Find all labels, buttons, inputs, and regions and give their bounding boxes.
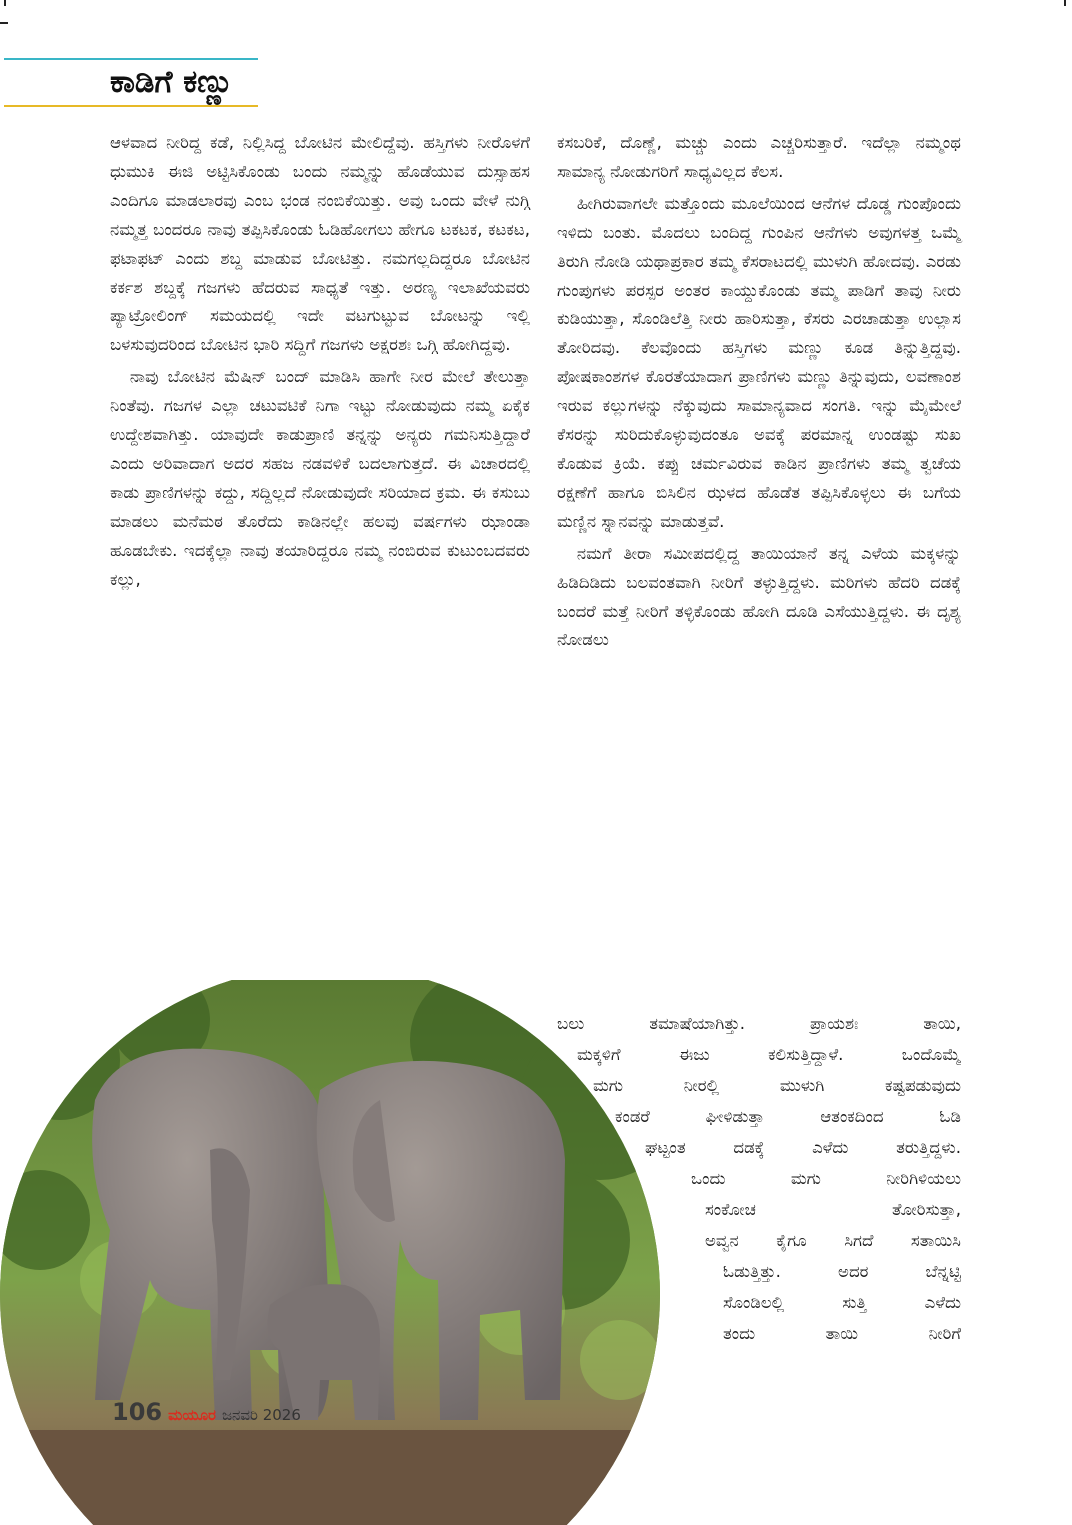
page-number: 106 bbox=[112, 1398, 163, 1426]
paragraph: ನಮಗೆ ತೀರಾ ಸಮೀಪದಲ್ಲಿದ್ದ ತಾಯಿಯಾನೆ ತನ್ನ ಎಳೆಯ ಮಕ್ಕಳನ್ನು ಹಿಡಿದಿಡಿದು ಬಲವಂತವಾಗಿ ನೀರಿಗೆ ತಳ್ಳುತ್ತಿದ್ದಳು. ಮರಿಗಳು ಹೆದರಿ ದಡಕ್ಕೆ ಬಂದರೆ ಮತ್ತೆ ನೀರಿಗೆ ತಳ್ಳಿಕೊಂಡು ಹೋಗಿ ದೂಡಿ ಎಸೆಯುತ್ತಿದ್ದಳು. ಈ ದೃಶ್ಯ ನೋಡಲು bbox=[557, 543, 961, 650]
issue-date: ಜನವರಿ 2026 bbox=[221, 1406, 301, 1424]
text-line: ಮಗು ನೀರಲ್ಲಿ ಮುಳುಗಿ ಕಷ್ಟಪಡುವುದು bbox=[593, 1076, 961, 1095]
text-line: ಘಟ್ಟಂತ ದಡಕ್ಕೆ ಎಳೆದು ತರುತ್ತಿದ್ದಳು. bbox=[645, 1138, 961, 1157]
crop-mark bbox=[4, 0, 6, 6]
header-rule-bottom bbox=[4, 105, 258, 107]
magazine-logo: ಮಯೂರ bbox=[168, 1406, 216, 1424]
text-line: ಅವ್ವನ ಕೈಗೂ ಸಿಗದೆ ಸತಾಯಿಸಿ bbox=[705, 1231, 961, 1250]
text-line: ಮಕ್ಕಳಿಗೆ ಈಜು ಕಲಿಸುತ್ತಿದ್ದಾಳೆ. ಒಂದೊಮ್ಮೆ bbox=[577, 1045, 961, 1064]
paragraph: ಕಸಬರಿಕೆ, ದೊಣ್ಣೆ, ಮಚ್ಚು ಎಂದು ಎಚ್ಚರಿಸುತ್ತಾರೆ. ಇದೆಲ್ಲಾ ನಮ್ಮಂಥ ಸಾಮಾನ್ಯ ನೋಡುಗರಿಗೆ ಸಾಧ್ಯವಿಲ್ಲದ ಕೆಲಸ. bbox=[557, 133, 961, 181]
text-line: ಬಲು ತಮಾಷೆಯಾಗಿತ್ತು. ಪ್ರಾಯಶಃ ತಾಯಿ, bbox=[557, 1014, 961, 1033]
paragraph: ನಾವು ಬೋಟಿನ ಮೆಷಿನ್ ಬಂದ್ ಮಾಡಿಸಿ ಹಾಗೇ ನೀರ ಮೇಲೆ ತೇಲುತ್ತಾ ನಿಂತೆವು. ಗಜಗಳ ಎಲ್ಲಾ ಚಟುವಟಿಕೆ ನಿಗಾ ಇಟ್ಟು ನೋಡುವುದು ನಮ್ಮ ಏಕೈಕ ಉದ್ದೇಶವಾಗಿತ್ತು. ಯಾವುದೇ ಕಾಡುಪ್ರಾಣಿ ತನ್ನನ್ನು ಅನ್ಯರು ಗಮನಿಸುತ್ತಿದ್ದಾರೆ ಎಂದು ಅರಿವಾದಾಗ ಅದರ ಸಹಜ ನಡವಳಿಕೆ ಬದಲಾಗುತ್ತದೆ. ಈ ವಿಚಾರದಲ್ಲಿ ಕಾಡು ಪ್ರಾಣಿಗಳನ್ನು ಕದ್ದು, ಸದ್ದಿಲ್ಲದೆ ನೋಡುವುದೇ ಸರಿಯಾದ ಕ್ರಮ. ಈ ಕಸುಬು ಮಾಡಲು ಮನೆಮಠ ತೊರೆದು ಕಾಡಿನಲ್ಲೇ ಹಲವು ವರ್ಷಗಳು ಝಾಂಡಾ ಹೂಡಬೇಕು. ಇದಕ್ಕೆಲ್ಲಾ ನಾವು ತಯಾರಿದ್ದರೂ ನಮ್ಮ ನಂಬಿರುವ ಕುಟುಂಬದವರು ಕಲ್ಲು, bbox=[110, 367, 530, 589]
text-line: ಒಂದು ಮಗು ನೀರಿಗಿಳಿಯಲು bbox=[691, 1169, 961, 1188]
crop-mark bbox=[1064, 0, 1066, 6]
left-column bbox=[110, 129, 530, 595]
paragraph: ಹೀಗಿರುವಾಗಲೇ ಮತ್ತೊಂದು ಮೂಲೆಯಿಂದ ಆನೆಗಳ ದೊಡ್ಡ ಗುಂಪೊಂದು ಇಳಿದು ಬಂತು. ಮೊದಲು ಬಂದಿದ್ದ ಗುಂಪಿನ ಆನೆಗಳು ಅವುಗಳತ್ತ ಒಮ್ಮೆ ತಿರುಗಿ ನೋಡಿ ಯಥಾಪ್ರಕಾರ ತಮ್ಮ ಕೆಸರಾಟದಲ್ಲಿ ಮುಳುಗಿ ಹೋದವು. ಎರಡು ಗುಂಪುಗಳು ಪರಸ್ಪರ ಅಂತರ ಕಾಯ್ದುಕೊಂಡು ತಮ್ಮ ಪಾಡಿಗೆ ತಾವು ನೀರು ಕುಡಿಯುತ್ತಾ, ಸೊಂಡಿಲೆತ್ತಿ ನೀರು ಹಾರಿಸುತ್ತಾ, ಕೆಸರು ಎರಚಾಡುತ್ತಾ ಉಲ್ಲಾಸ ತೋರಿದವು. ಕೆಲವೊಂದು ಹಸ್ತಿಗಳು ಮಣ್ಣು ಕೂಡ ತಿನ್ನುತ್ತಿದ್ದವು. ಪೋಷಕಾಂಶಗಳ ಕೊರತೆಯಾದಾಗ ಪ್ರಾಣಿಗಳು ಮಣ್ಣು ತಿನ್ನುವುದು, ಲವಣಾಂಶ ಇರುವ ಕಲ್ಲುಗಳನ್ನು ನೆಕ್ಕುವುದು ಸಾಮಾನ್ಯವಾದ ಸಂಗತಿ. ಇನ್ನು ಮೈಮೇಲೆ ಕೆಸರನ್ನು ಸುರಿದುಕೊಳ್ಳುವುದಂತೂ ಅವಕ್ಕೆ ಪರಮಾನ್ನ ಉಂಡಷ್ಟು ಸುಖ ಕೊಡುವ ಕ್ರಿಯೆ. ಕಪ್ಪು ಚರ್ಮವಿರುವ ಕಾಡಿನ ಪ್ರಾಣಿಗಳು ತಮ್ಮ ತ್ವಚೆಯ ರಕ್ಷಣೆಗೆ ಹಾಗೂ ಬಿಸಿಲಿನ ಝಳದ ಹೊಡೆತ ತಪ್ಪಿಸಿಕೊಳ್ಳಲು ಈ ಬಗೆಯ ಮಣ್ಣಿನ ಸ್ನಾನವನ್ನು ಮಾಡುತ್ತವೆ. bbox=[557, 193, 961, 531]
page-footer bbox=[112, 1398, 301, 1428]
text-line: ಕಂಡರೆ ಘೀಳಿಡುತ್ತಾ ಆತಂಕದಿಂದ ಓಡಿ bbox=[615, 1107, 961, 1126]
text-line: ಸೊಂಡಿಲಲ್ಲಿ ಸುತ್ತಿ ಎಳೆದು bbox=[723, 1293, 961, 1312]
header-rule-top bbox=[4, 58, 258, 60]
text-line: ಸಂಕೋಚ ತೋರಿಸುತ್ತಾ, bbox=[705, 1200, 961, 1219]
section-title: ಕಾಡಿಗೆ ಕಣ್ಣು bbox=[110, 64, 234, 100]
crop-mark bbox=[0, 22, 8, 24]
text-line: ತಂದು ತಾಯಿ ನೀರಿಗೆ bbox=[723, 1324, 961, 1343]
right-column bbox=[557, 129, 961, 655]
text-line: ಓಡುತ್ತಿತ್ತು. ಅದರ ಬೆನ್ನಟ್ಟಿ bbox=[723, 1262, 961, 1281]
paragraph: ಆಳವಾದ ನೀರಿದ್ದ ಕಡೆ, ನಿಲ್ಲಿಸಿದ್ದ ಬೋಟಿನ ಮೇಲಿದ್ದೆವು. ಹಸ್ತಿಗಳು ನೀರೊಳಗೆ ಧುಮುಕಿ ಈಜಿ ಅಟ್ಟಿಸಿಕೊಂಡು ಬಂದು ನಮ್ಮನ್ನು ಹೊಡೆಯುವ ದುಸ್ಸಾಹಸ ಎಂದಿಗೂ ಮಾಡಲಾರವು ಎಂಬ ಭಂಡ ನಂಬಿಕೆಯಿತ್ತು. ಅವು ಒಂದು ವೇಳೆ ನುಗ್ಗಿ ನಮ್ಮತ್ತ ಬಂದರೂ ನಾವು ತಪ್ಪಿಸಿಕೊಂಡು ಓಡಿಹೋಗಲು ಹೇಗೂ ಟಕಟಕ, ಕಟಕಟ, ಫಟಾಫಟ್ ಎಂದು ಶಬ್ದ ಮಾಡುವ ಬೋಟಿತ್ತು. ನಮಗಲ್ಲದಿದ್ದರೂ ಬೋಟಿನ ಕರ್ಕಶ ಶಬ್ದಕ್ಕೆ ಗಜಗಳು ಹೆದರುವ ಸಾಧ್ಯತೆ ಇತ್ತು. ಅರಣ್ಯ ಇಲಾಖೆಯವರು ಪ್ಯಾಟ್ರೋಲಿಂಗ್ ಸಮಯದಲ್ಲಿ ಇದೇ ವಟಗುಟ್ಟುವ ಬೋಟನ್ನು ಇಲ್ಲಿ ಬಳಸುವುದರಿಂದ ಬೋಟಿನ ಭಾರಿ ಸದ್ದಿಗೆ ಗಜಗಳು ಅಕ್ಷರಶಃ ಒಗ್ಗಿ ಹೋಗಿದ್ದವು. bbox=[110, 133, 530, 355]
